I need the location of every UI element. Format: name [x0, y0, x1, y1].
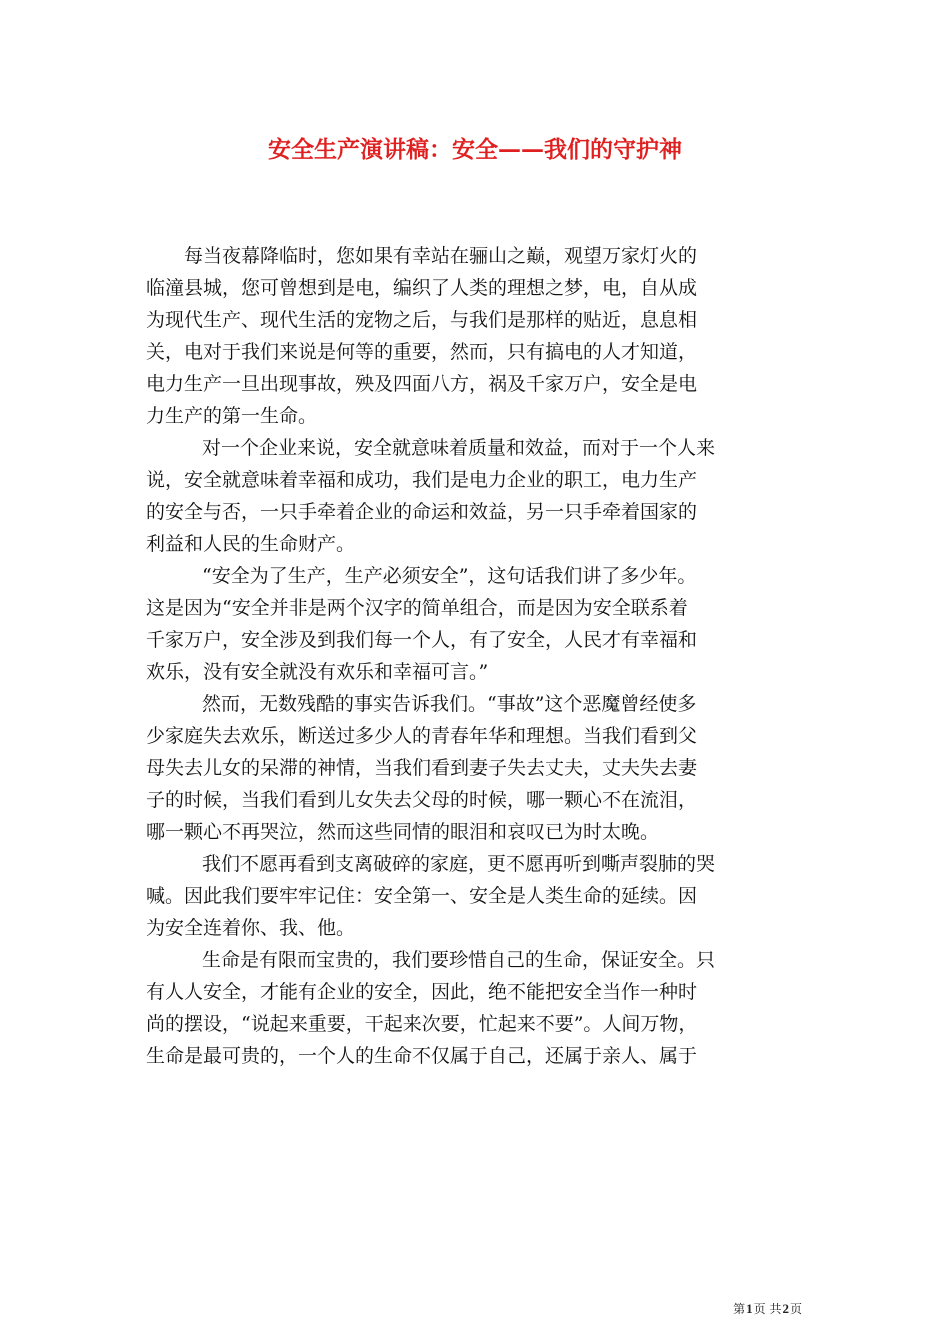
paragraph-line: 对一个企业来说，安全就意味着质量和效益，而对于一个人来 [202, 437, 716, 459]
paragraph-line: 哪一颗心不再哭泣，然而这些同情的眼泪和哀叹已为时太晚。 [146, 821, 660, 843]
paragraph-line: 电力生产一旦出现事故，殃及四面八方，祸及千家万户，安全是电 [146, 373, 698, 395]
paragraph-line: 生命是最可贵的，一个人的生命不仅属于自己，还属于亲人、属于 [146, 1045, 698, 1067]
paragraph-line: 尚的摆设，“说起来重要，干起来次要，忙起来不要”。人间万物， [146, 1013, 698, 1035]
page-number-footer [733, 1300, 802, 1317]
paragraph-line: 这是因为“安全并非是两个汉字的简单组合，而是因为安全联系着 [146, 597, 688, 619]
paragraph-line: 为现代生产、现代生活的宠物之后，与我们是那样的贴近，息息相 [146, 309, 698, 331]
paragraph-line: “安全为了生产，生产必须安全”，这句话我们讲了多少年。 [202, 565, 697, 587]
paragraph-line: 每当夜幕降临时，您如果有幸站在骊山之巅，观望万家灯火的 [184, 245, 698, 267]
paragraph-line: 临潼县城，您可曾想到是电，编织了人类的理想之梦，电，自从成 [146, 277, 698, 299]
total-page-count: 2 [782, 1301, 789, 1316]
document-title: 安全生产演讲稿：安全——我们的守护神 [268, 136, 682, 163]
document-body [146, 240, 806, 1072]
paragraph-line: 关，电对于我们来说是何等的重要，然而，只有搞电的人才知道， [146, 341, 698, 363]
paragraph-line: 母失去儿女的呆滞的神情，当我们看到妻子失去丈夫，丈夫失去妻 [146, 757, 698, 779]
current-page-number: 1 [746, 1301, 753, 1316]
paragraph-line: 少家庭失去欢乐，断送过多少人的青春年华和理想。当我们看到父 [146, 725, 698, 747]
paragraph-line: 有人人安全，才能有企业的安全，因此，绝不能把安全当作一种时 [146, 981, 698, 1003]
paragraph-line: 喊。因此我们要牢牢记住：安全第一、安全是人类生命的延续。因 [146, 885, 698, 907]
paragraph-line: 千家万户，安全涉及到我们每一个人，有了安全，人民才有幸福和 [146, 629, 698, 651]
paragraph-line: 说，安全就意味着幸福和成功，我们是电力企业的职工，电力生产 [146, 469, 698, 491]
paragraph-line: 然而，无数残酷的事实告诉我们。“事故”这个恶魔曾经使多 [202, 693, 697, 715]
paragraph-line: 力生产的第一生命。 [146, 405, 318, 427]
paragraph-line: 的安全与否，一只手牵着企业的命运和效益，另一只手牵着国家的 [146, 501, 698, 523]
paragraph-line: 我们不愿再看到支离破碎的家庭，更不愿再听到嘶声裂肺的哭 [202, 853, 716, 875]
paragraph-line: 欢乐，没有安全就没有欢乐和幸福可言。” [146, 661, 489, 683]
footer-suffix: 页 [789, 1302, 802, 1316]
paragraph-line: 为安全连着你、我、他。 [146, 917, 356, 939]
footer-prefix: 第 [733, 1302, 746, 1316]
footer-middle: 页 共 [753, 1302, 782, 1316]
paragraph-line: 生命是有限而宝贵的，我们要珍惜自己的生命，保证安全。只 [202, 949, 716, 971]
paragraph-line: 子的时候，当我们看到儿女失去父母的时候，哪一颗心不在流泪， [146, 789, 698, 811]
paragraph-line: 利益和人民的生命财产。 [146, 533, 356, 555]
